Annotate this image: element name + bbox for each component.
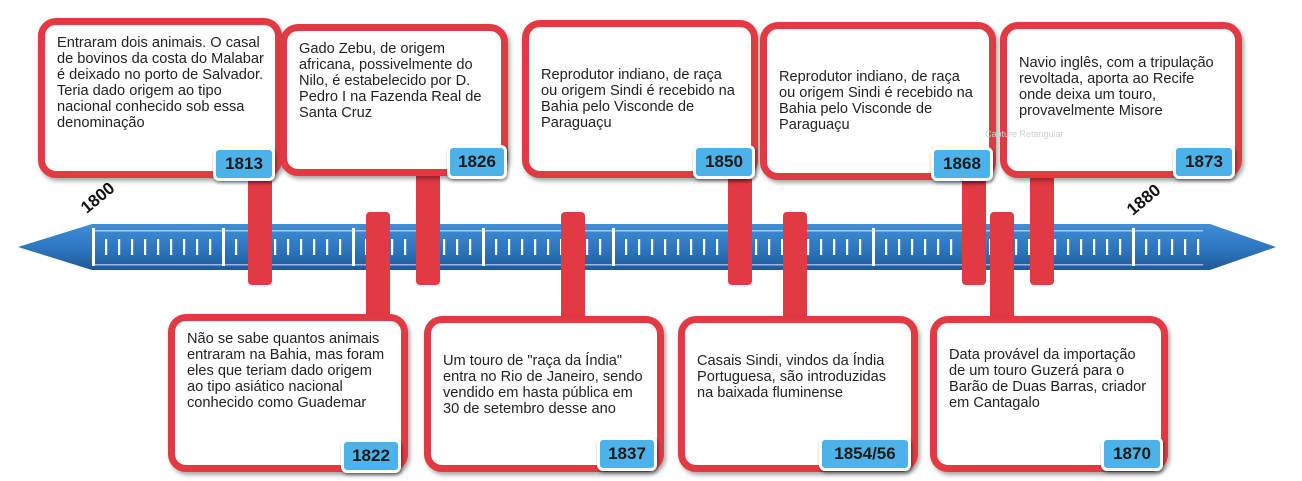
minor-tick: [144, 239, 146, 255]
event-text: Entraram dois animais. O casal de bovinos da costa do Malabar é deixado no porto de Salvador. Teria dado origem ao tipo nacional conhecido sob essa denominação: [57, 35, 264, 131]
major-tick: [222, 228, 225, 266]
event-card-1826: [280, 24, 508, 176]
minor-tick: [456, 239, 458, 255]
event-text: Reprodutor indiano, de raça ou origem Sindi é recebido na Bahia pelo Visconde de Paraguaçu: [541, 67, 735, 131]
minor-tick: [326, 239, 328, 255]
minor-tick: [911, 239, 913, 255]
connector-1822: [366, 212, 390, 324]
year-badge: 1868: [931, 147, 993, 181]
minor-tick: [508, 239, 510, 255]
minor-tick: [599, 239, 601, 255]
major-tick: [872, 228, 875, 266]
major-tick: [482, 228, 485, 266]
event-card-1822: [168, 314, 408, 472]
minor-tick: [391, 239, 393, 255]
minor-tick: [1158, 239, 1160, 255]
connector-1870: [990, 212, 1014, 324]
minor-tick: [209, 239, 211, 255]
minor-tick: [638, 239, 640, 255]
minor-tick: [313, 239, 315, 255]
event-card-1868: [760, 22, 996, 180]
minor-tick: [1171, 239, 1173, 255]
minor-tick: [105, 239, 107, 255]
minor-tick: [300, 239, 302, 255]
minor-tick: [898, 239, 900, 255]
axis-end-label: 1880: [1123, 180, 1165, 220]
event-text: Gado Zebu, de origem africana, possivelmente do Nilo, é estabelecido por D. Pedro I na Fazenda Real de Santa Cruz: [299, 41, 482, 121]
axis-start-label: 1800: [77, 178, 119, 218]
event-card-1837: [424, 316, 664, 472]
minor-tick: [534, 239, 536, 255]
connector-1837: [561, 212, 585, 324]
minor-tick: [677, 239, 679, 255]
minor-tick: [833, 239, 835, 255]
event-text: Um touro de "raça da Índia" entra no Rio de Janeiro, sendo vendido em hasta pública em 30 de setembro desse ano: [443, 353, 643, 417]
year-badge: 1873: [1173, 145, 1235, 179]
minor-tick: [1145, 239, 1147, 255]
event-card-1854-56: [678, 316, 918, 472]
minor-tick: [703, 239, 705, 255]
major-tick: [92, 228, 95, 266]
event-text: Reprodutor indiano, de raça ou origem Sindi é recebido na Bahia pelo Visconde de Paraguaçu: [779, 69, 973, 133]
minor-tick: [924, 239, 926, 255]
minor-tick: [651, 239, 653, 255]
year-badge: 1813: [213, 147, 275, 181]
year-badge: 1822: [341, 439, 401, 473]
connector-1873: [1030, 178, 1054, 285]
minor-tick: [690, 239, 692, 255]
minor-tick: [1080, 239, 1082, 255]
minor-tick: [274, 239, 276, 255]
minor-tick: [1106, 239, 1108, 255]
minor-tick: [196, 239, 198, 255]
minor-tick: [404, 239, 406, 255]
minor-tick: [1197, 239, 1199, 255]
event-card-1813: [38, 18, 282, 178]
connector-1826: [416, 170, 440, 285]
minor-tick: [131, 239, 133, 255]
minor-tick: [586, 239, 588, 255]
capture-watermark: Capture Retangular: [985, 129, 1064, 139]
major-tick: [612, 228, 615, 266]
minor-tick: [846, 239, 848, 255]
minor-tick: [1054, 239, 1056, 255]
minor-tick: [950, 239, 952, 255]
minor-tick: [1119, 239, 1121, 255]
minor-tick: [183, 239, 185, 255]
minor-tick: [859, 239, 861, 255]
connector-1813: [248, 175, 272, 285]
minor-tick: [885, 239, 887, 255]
minor-tick: [937, 239, 939, 255]
event-text: Data provável da importação de um touro Guzerá para o Barão de Duas Barras, criador em Cantagalo: [949, 347, 1147, 411]
year-badge: 1870: [1101, 437, 1163, 471]
year-badge: 1837: [597, 437, 657, 471]
minor-tick: [1067, 239, 1069, 255]
minor-tick: [1093, 239, 1095, 255]
minor-tick: [755, 239, 757, 255]
connector-1854-56: [783, 212, 807, 324]
event-card-1850: [522, 20, 758, 178]
minor-tick: [235, 239, 237, 255]
connector-1868: [962, 178, 986, 285]
minor-tick: [443, 239, 445, 255]
year-badge: 1850: [693, 145, 755, 179]
minor-tick: [339, 239, 341, 255]
event-text: Não se sabe quantos animais entraram na Bahia, mas foram eles que teriam dado origem ao tipo asiático nacional conhecido como Guademar: [187, 331, 385, 411]
minor-tick: [807, 239, 809, 255]
minor-tick: [547, 239, 549, 255]
major-tick: [1132, 228, 1135, 266]
year-badge: 1854/56: [819, 437, 911, 471]
event-text: Casais Sindi, vindos da Índia Portuguesa, são introduzidas na baixada fluminense: [697, 353, 887, 401]
year-badge: 1826: [447, 145, 507, 179]
event-card-1870: [930, 316, 1168, 472]
minor-tick: [469, 239, 471, 255]
minor-tick: [625, 239, 627, 255]
minor-tick: [157, 239, 159, 255]
minor-tick: [820, 239, 822, 255]
minor-tick: [664, 239, 666, 255]
event-text: Navio inglês, com a tripulação revoltada, aporta ao Recife onde deixa um touro, provavelmente Misore: [1019, 55, 1214, 119]
minor-tick: [716, 239, 718, 255]
minor-tick: [1184, 239, 1186, 255]
minor-tick: [287, 239, 289, 255]
minor-tick: [1015, 239, 1017, 255]
minor-tick: [768, 239, 770, 255]
event-card-1873: [985, 22, 1242, 178]
major-tick: [352, 228, 355, 266]
minor-tick: [170, 239, 172, 255]
minor-tick: [521, 239, 523, 255]
minor-tick: [118, 239, 120, 255]
connector-1850: [728, 175, 752, 285]
minor-tick: [495, 239, 497, 255]
